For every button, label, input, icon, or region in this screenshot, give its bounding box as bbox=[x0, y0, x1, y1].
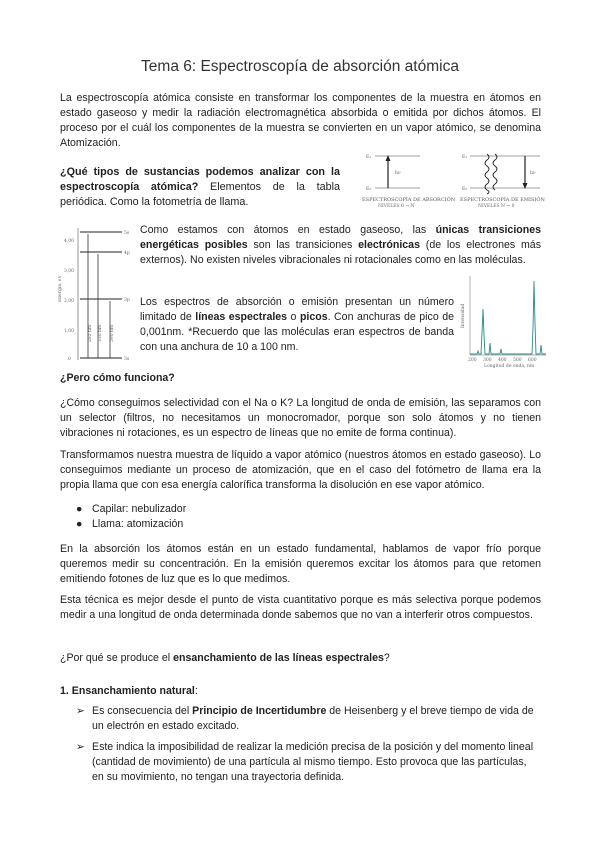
fig1-left-caption: ESPECTROSCOPÍA DE ABSORCIÓN bbox=[362, 197, 456, 203]
bullet-item-label: Llama: atomización bbox=[92, 518, 184, 530]
fig1-e1-right: E₁ bbox=[462, 155, 468, 160]
level-3p: 3p bbox=[124, 298, 130, 303]
energy-axis-label: Energía, eV bbox=[58, 275, 63, 302]
spectrum-plot bbox=[460, 273, 548, 368]
energy-tick-4: 4,00 bbox=[64, 239, 75, 244]
arrow-item-text bbox=[92, 704, 541, 734]
spectra-text-3: . Con anchuras de pico de 0,001nm. *Recuerdo que las moléculas eran espectros de banda con una anchura de 10 a 100 nm. bbox=[140, 311, 454, 353]
spectra-text-2: o bbox=[287, 311, 300, 323]
level-4p: 4p bbox=[124, 251, 130, 256]
transitions-text-2: son las transiciones bbox=[247, 239, 359, 251]
arrow-590nm: 590 nm bbox=[110, 324, 115, 342]
arrow-item-1-text-1: Es consecuencia del bbox=[92, 705, 193, 717]
arrow-item-text bbox=[92, 740, 541, 785]
heading-natural-broadening bbox=[60, 684, 541, 699]
paragraph-technique: Esta técnica es mejor desde el punto de vista cuantitativo porque es más selectiva porque podemos medir a una longitud de onda determinada donde sabemos que no van a interferir otros compuestos. bbox=[60, 594, 541, 621]
fig1-e1-left: E₁ bbox=[366, 155, 372, 160]
spectrum-xtick-400: 400 bbox=[498, 358, 507, 363]
bullet-item: ● Llama: atomización bbox=[76, 518, 184, 530]
broadening-text-1: ¿Por qué se produce el bbox=[60, 652, 174, 664]
transitions-text-1: Como estamos con átomos en estado gaseoso, las bbox=[140, 224, 436, 236]
question-broadening bbox=[60, 651, 541, 666]
page-title: Tema 6: Espectroscopía de absorción atómica bbox=[141, 58, 459, 75]
paragraph-atomization: Transformamos nuestra muestra de líquido a vapor atómico (nuestros átomos en estado gaseoso). Lo conseguimos mediante un proceso de atomización, que en el caso del fotómetro de llama era la propia llama que con esa energía calorífica transforma la disolución en ese vapor atómico. bbox=[60, 449, 541, 491]
question-substances-answer: Elementos de la tabla periódica. Como la fotometría de llama. bbox=[60, 181, 340, 208]
paragraph-transitions bbox=[140, 223, 541, 268]
question-substances bbox=[60, 165, 340, 210]
arrow-item-2-text-1: Este indica la imposibilidad de realizar la medición precisa de la posición y del momento lineal (cantidad de movimiento) de una partícula al mismo tiempo. Esto provoca que las partículas, en su movimiento, no tengan una trayectoria definida. bbox=[92, 741, 534, 783]
arrow-285nm: 285 nm bbox=[88, 324, 93, 342]
spectra-bold-2: picos bbox=[299, 311, 328, 323]
energy-level-diagram bbox=[58, 222, 134, 366]
arrow-item-1-bold: Principio de Incertidumbre bbox=[192, 705, 327, 717]
fig1-e0-left: E₀ bbox=[366, 187, 372, 192]
arrow-list bbox=[76, 704, 541, 785]
spectrum-xtick-600: 600 bbox=[528, 358, 537, 363]
broadening-bold: ensanchamiento de las líneas espectrales bbox=[173, 652, 384, 664]
spectrum-ylabel: Intensidad bbox=[461, 303, 466, 328]
arrow-bullet-icon: ➢ bbox=[76, 705, 85, 717]
level-3s: 3s bbox=[124, 357, 130, 362]
bullet-item-label: Capilar: nebulizador bbox=[92, 503, 187, 515]
spectra-bold-1: líneas espectrales bbox=[195, 311, 288, 323]
energy-tick-1: 1,00 bbox=[64, 329, 75, 334]
spectrum-xlabel: Longitud de onda, nm bbox=[484, 364, 535, 368]
spectra-text-1: Los espectros de absorción o emisión presentan un número limitado de bbox=[140, 296, 454, 323]
transitions-text-3: (de los electrones más externos). No existen niveles vibracionales ni rotacionales como en las moléculas. bbox=[140, 239, 541, 266]
energy-tick-0: 0 bbox=[68, 357, 71, 362]
transitions-bold-1: únicas transiciones energéticas posibles bbox=[140, 224, 541, 251]
bullet-item: ● Capilar: nebulizador bbox=[76, 503, 187, 515]
spectrum-xtick-200: 200 bbox=[468, 358, 477, 363]
arrow-bullet-icon: ➢ bbox=[76, 741, 85, 753]
paragraph-absorption: En la absorción los átomos están en un estado fundamental, hablamos de vapor frío porque queremos medir su concentración. En la emisión queremos excitar los átomos para que retomen emitiendo fotones de luz que es lo que medimos. bbox=[60, 543, 541, 585]
spectrum-xtick-500: 500 bbox=[513, 358, 522, 363]
level-5s: 5s bbox=[124, 231, 130, 236]
fig1-right-hv: hν bbox=[530, 171, 536, 176]
fig1-right-caption: ESPECTROSCOPÍA DE EMISIÓN bbox=[460, 197, 545, 203]
energy-tick-2: 2,00 bbox=[64, 299, 75, 304]
fig1-e0-right: E₀ bbox=[462, 187, 468, 192]
paragraph-selectivity: ¿Cómo conseguimos selectividad con el Na o K? La longitud de onda de emisión, las separamos con un selector (filtros, no necesitamos un monocromador, porque son solo átomos y no tienen vibraciones ni rotaciones, es un espectro de líneas que no emite de forma continua). bbox=[60, 397, 541, 439]
natural-broadening-title: 1. Ensanchamiento natural bbox=[60, 685, 195, 697]
arrow-list-item bbox=[76, 740, 541, 785]
arrow-330nm: 330 nm bbox=[98, 324, 103, 342]
broadening-text-2: ? bbox=[383, 652, 390, 664]
fig1-left-sub: NIVELES 0 → N bbox=[378, 204, 415, 209]
paragraph-spectra bbox=[140, 295, 454, 355]
transitions-bold-2: electrónicas bbox=[358, 239, 420, 251]
heading-how-it-works: ¿Pero cómo funciona? bbox=[60, 372, 175, 384]
bullet-list bbox=[76, 502, 376, 532]
question-substances-bold: ¿Qué tipos de sustancias podemos analizar con la espectroscopía atómica? bbox=[60, 166, 340, 193]
intro-paragraph: La espectroscopía atómica consiste en transformar los componentes de la muestra en átomos en estado gaseoso y medir la radiación electromagnética absorbida o emitida por dichos átomos. El proceso por el cuál los componentes de la muestra se convierten en un vapor atómico, se denomina Atomización. bbox=[60, 92, 541, 149]
spectrum-line bbox=[470, 281, 546, 354]
fig1-left-hv: hν bbox=[395, 171, 401, 176]
natural-broadening-colon: : bbox=[194, 685, 198, 697]
absorption-emission-diagram bbox=[360, 148, 550, 212]
energy-tick-3: 3,00 bbox=[64, 269, 75, 274]
spectrum-xtick-300: 300 bbox=[483, 358, 492, 363]
arrow-item-1-text-2: de Heisenberg y el breve tiempo de vida de un electrón en estado excitado. bbox=[92, 705, 534, 732]
fig1-right-sub: NIVELES N → 0 bbox=[478, 204, 515, 209]
arrow-list-item bbox=[76, 704, 541, 734]
